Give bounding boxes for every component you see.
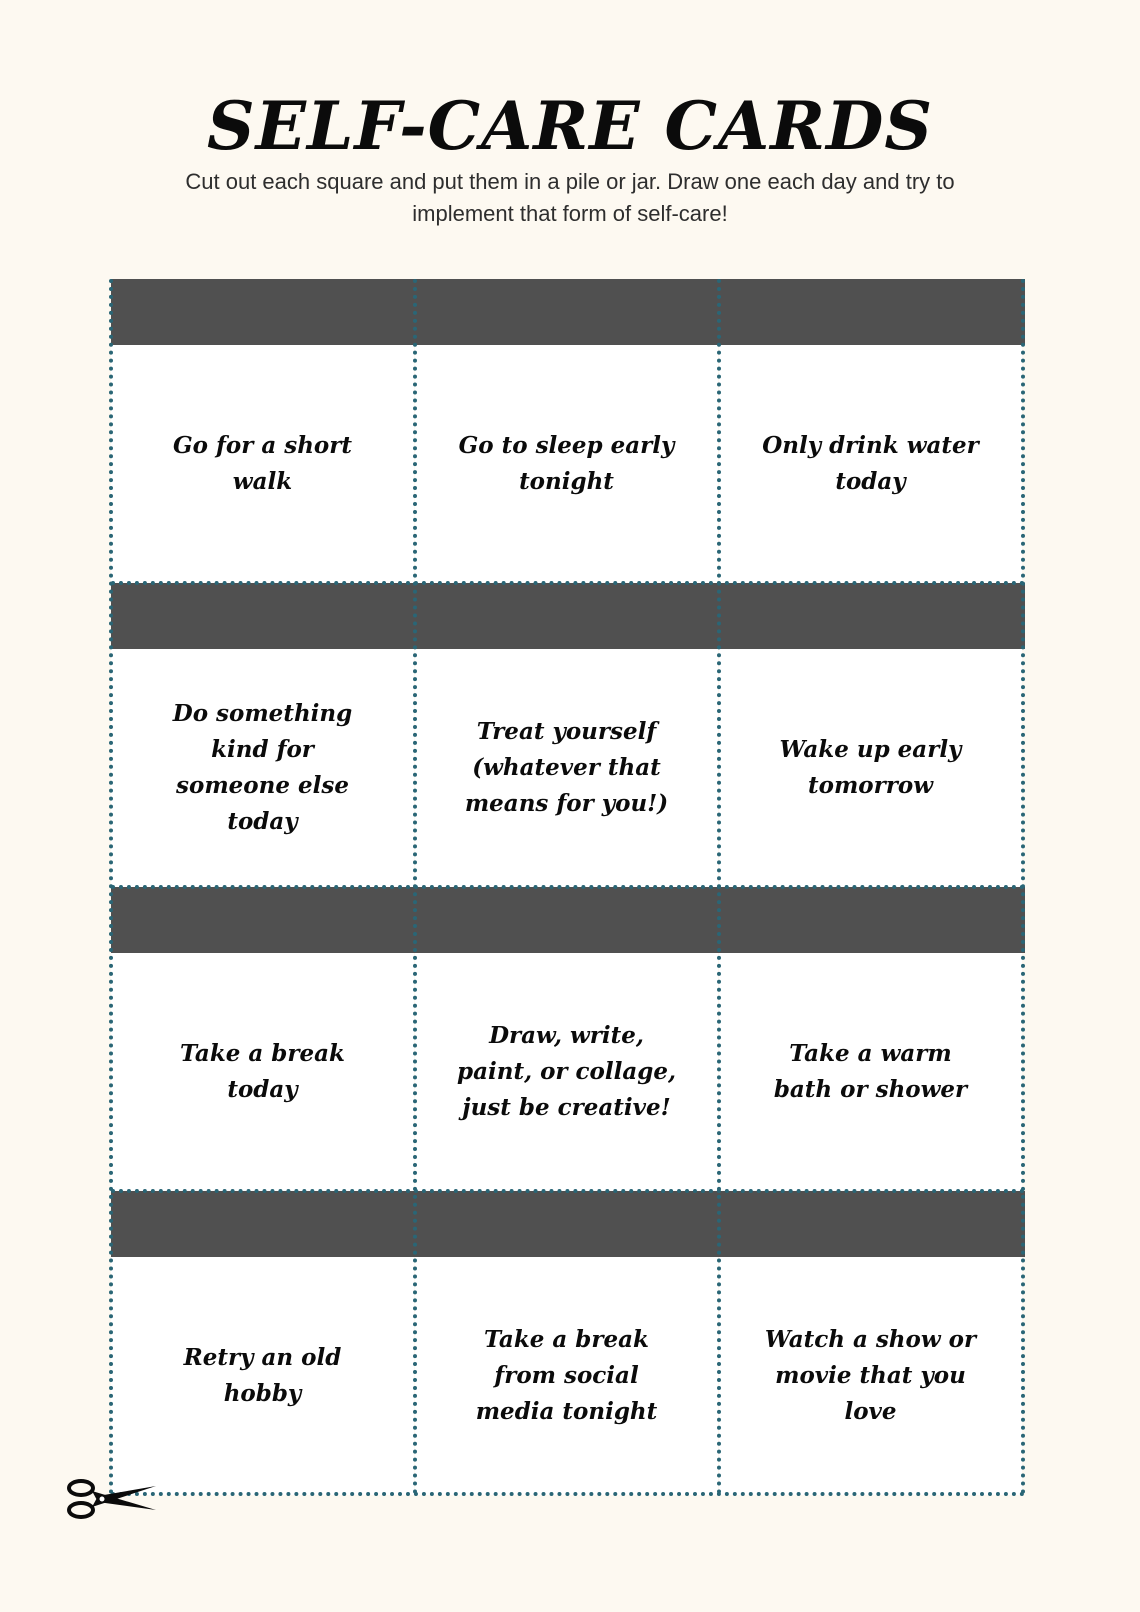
card-text: Wake up early tomorrow bbox=[779, 736, 962, 799]
self-care-card bbox=[415, 649, 718, 887]
card-text: Take a break from social media tonight bbox=[475, 1326, 658, 1425]
card-text: Treat yourself (whatever that means for you!) bbox=[464, 718, 669, 817]
self-care-card bbox=[111, 953, 414, 1191]
self-care-card bbox=[111, 345, 414, 583]
card-text: Do something kind for someone else today bbox=[172, 700, 353, 835]
card-text: Take a break today bbox=[180, 1040, 345, 1103]
cut-line-horizontal bbox=[111, 1189, 1025, 1193]
cut-line-horizontal bbox=[111, 581, 1025, 585]
card-row-band-4 bbox=[111, 1191, 1025, 1257]
self-care-card bbox=[415, 1257, 718, 1495]
cut-line-horizontal bbox=[111, 885, 1025, 889]
card-text: Retry an old hobby bbox=[183, 1344, 342, 1407]
page-title: SELF-CARE CARDS bbox=[206, 87, 933, 165]
self-care-card bbox=[719, 649, 1022, 887]
card-text: Take a warm bath or shower bbox=[773, 1040, 968, 1103]
card-row-band-3 bbox=[111, 887, 1025, 953]
cut-line-horizontal bbox=[111, 1492, 1025, 1496]
card-text: Draw, write, paint, or collage, just be creative! bbox=[457, 1022, 676, 1121]
card-text: Watch a show or movie that you love bbox=[764, 1326, 977, 1425]
card-text: Go for a short walk bbox=[172, 432, 352, 495]
page-subtitle: Cut out each square and put them in a pile or jar. Draw one each day and try to implement that form of self-care! bbox=[185, 169, 955, 226]
self-care-card bbox=[111, 649, 414, 887]
self-care-card bbox=[719, 345, 1022, 583]
self-care-card bbox=[415, 345, 718, 583]
card-text: Only drink water today bbox=[762, 432, 979, 495]
self-care-card bbox=[111, 1257, 414, 1495]
self-care-card bbox=[719, 953, 1022, 1191]
card-row-band-1 bbox=[111, 279, 1025, 345]
self-care-card bbox=[719, 1257, 1022, 1495]
scissors-icon bbox=[64, 1476, 158, 1522]
self-care-card bbox=[415, 953, 718, 1191]
card-text: Go to sleep early tonight bbox=[458, 432, 675, 495]
card-row-band-2 bbox=[111, 583, 1025, 649]
card-grid bbox=[111, 279, 1025, 1494]
